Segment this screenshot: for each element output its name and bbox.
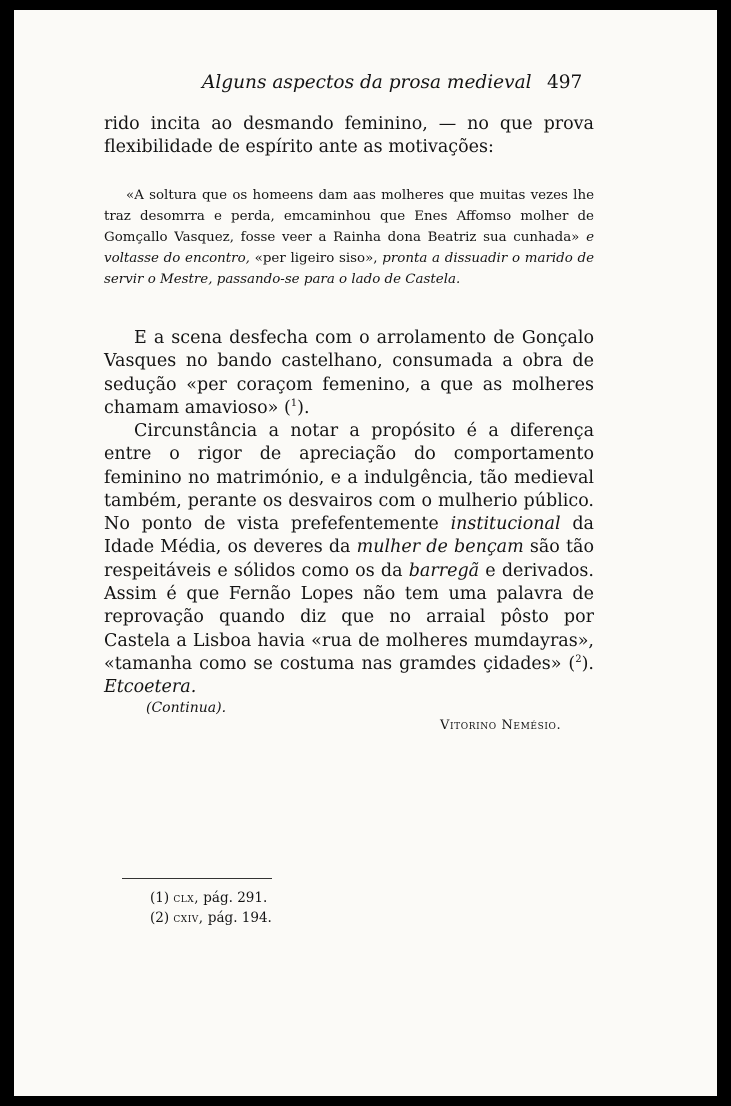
quote-part-a: «A soltura que os homeens dam aas molheres que muitas vezes lhe traz desomrra e perda, emcaminhou que Enes Affomso molher de Gomçallo Vasquez, fosse veer a Rainha dona Beatriz sua cunhada» [104, 188, 594, 245]
circ-i4: Etcoetera. [104, 677, 197, 698]
footnote-page: pág. 194. [207, 910, 272, 926]
page-number: 497 [547, 72, 583, 93]
paragraph-intro [104, 113, 594, 160]
footnote-source: clx, [173, 890, 199, 906]
circ-s2: da Idade Média, os deveres da [104, 514, 594, 558]
circ-s3: são tão respeitáveis e sólidos como os da [104, 537, 594, 581]
footnote-number: (1) [150, 890, 170, 906]
quote-part-d: pronta a dissuadir o marido de servir o Mestre, passando-se para o lado de Castela. [104, 251, 594, 287]
paragraph-intro-text: rido incita ao desmando feminino, — no que prova flexibilidade de espírito ante as motivações: [104, 114, 594, 158]
circ-i1: institucional [450, 514, 561, 535]
circ-s1: Circunstância a notar a propósito é a diferença entre o rigor de apreciação do comportamento feminino no matrimónio, e a indulgência, tão medieval também, perante os desvairos com o mulherio público. No ponto de vista prefefentemente [104, 421, 594, 535]
footnote-ref-2[interactable]: 2 [575, 654, 582, 666]
paragraph-circunstancia-text [104, 420, 594, 700]
scena-end: ). [297, 397, 310, 418]
running-title: Alguns aspectos da prosa medieval [202, 72, 532, 93]
paragraph-scena [104, 327, 594, 420]
circ-s4: e derivados. Assim é que Fernão Lopes não tem uma palavra de reprovação quando diz que no arraial pôsto por Castela a Lisboa havia «rua de molheres mumdayras», «tamanha como se costuma nas gramdes çidades» ( [104, 560, 594, 674]
footnote-number: (2) [150, 910, 170, 926]
circ-s5: ). [581, 653, 594, 674]
footnote-item [150, 888, 272, 908]
continua-note: (Continua). [146, 700, 227, 716]
footnote-item [150, 908, 272, 928]
circ-i3: barregã [408, 560, 480, 581]
footnote-page: pág. 291. [203, 890, 268, 906]
quote-part-c: «per ligeiro siso», [254, 251, 378, 266]
circ-i2: mulher de bençam [356, 537, 524, 558]
paragraph-circunstancia [104, 420, 594, 700]
footnote-source: cxiv, [173, 910, 204, 926]
footnote-divider [122, 878, 272, 879]
author-signature: Vitorino Nemésio. [440, 718, 562, 733]
paragraph-scena-text [104, 327, 594, 420]
block-quote-text [104, 185, 594, 290]
scena-text: E a scena desfecha com o arrolamento de Gonçalo Vasques no bando castelhano, consumada a obra de sedução «per coraçom femenino, a que as molheres chamam amavioso» ( [104, 328, 594, 418]
footnotes [150, 888, 272, 928]
quote-part-b: e voltasse do encontro, [104, 230, 594, 266]
block-quote [104, 185, 594, 290]
footnote-ref-1[interactable]: 1 [290, 398, 298, 410]
book-page [14, 10, 717, 1096]
running-header [14, 72, 717, 102]
